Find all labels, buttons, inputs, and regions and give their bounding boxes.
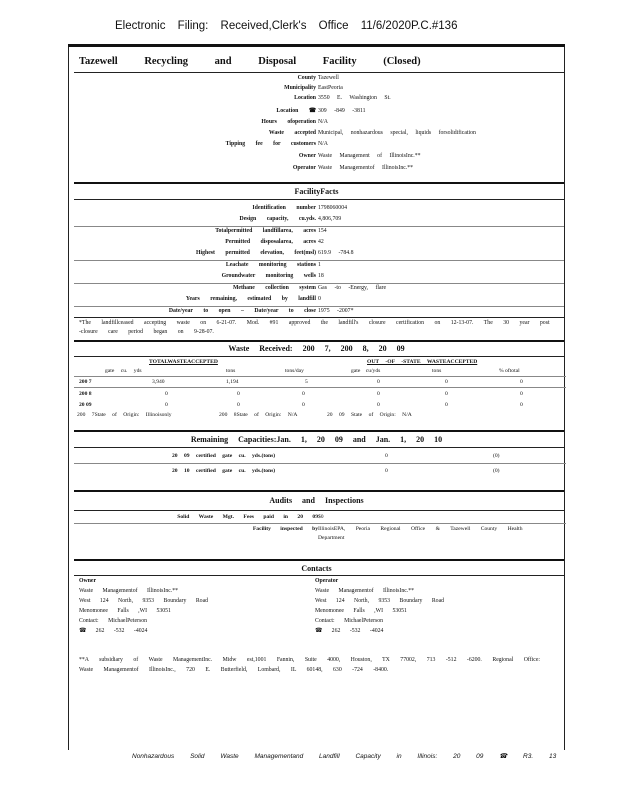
col-header: gate cu. yds <box>105 368 142 374</box>
divider <box>74 490 564 492</box>
kv-row: Tipping fee for customers N/A <box>225 141 328 147</box>
audits-table: Solid Waste Mgt. Fees paid in 20 09 $0 Facility inspected by IllinoisEPA, Peoria Regional Office & Tazewell County Health Department <box>69 512 566 548</box>
divider <box>74 356 564 357</box>
kv-row: Operator Waste Managementof IllinoisInc.** <box>292 165 414 171</box>
kv-row: Municipality EastPeoria <box>284 85 343 91</box>
facility-title: Tazewell Recycling and Disposal Facility (Closed) <box>79 56 421 67</box>
contacts-heading: Contacts <box>301 564 332 573</box>
page-footer: Nonhazardous Solid Waste Managementand Landfill Capacity in Illinois: 20 09 ☎ R3. 13 <box>132 753 557 760</box>
kv-row: Years remaining, estimated by landfill 0 <box>185 296 321 302</box>
kv-row: Waste accepted Municipal, nonhazardous special, liquids forsolidification <box>268 130 476 136</box>
kv-row: Owner Waste Management of IllinoisInc.** <box>298 153 421 159</box>
year-label: 200 7 <box>79 379 92 385</box>
col-header: gate cu/yds <box>351 368 381 374</box>
divider <box>74 199 564 200</box>
remaining-capacity-heading: Remaining Capacities:Jan. 1, 20 09 and Jan. 1, 20 10 <box>190 435 443 444</box>
top-rule <box>68 44 565 47</box>
year-label: 200 8 <box>79 391 92 397</box>
state-origin: 200 8State of Origin: N/A <box>219 412 298 418</box>
col-header: tons/day <box>285 368 304 374</box>
divider <box>74 72 564 73</box>
kv-row: Leachate monitoring stations 1 <box>225 262 321 268</box>
operator-contact: Operator Waste Managementof IllinoisInc.** West 124 North, 9353 Boundary Road Menomonee Falls ,WI 53051 Contact: MichaelPeterson ☎ 262 -532 -4024 <box>315 578 445 634</box>
kv-row: Totalpermitted landfillarea, acres 154 <box>215 228 327 234</box>
kv-row: Design capacity, cu.yds. 4,806,709 <box>239 216 342 222</box>
col-header: tons <box>226 368 236 374</box>
kv-row: Highest permitted elevation, feet(msl) 619.9 -784.8 <box>195 250 354 256</box>
kv-row: Permitted disposalarea, acres 42 <box>225 239 324 245</box>
waste-received-table: TOTALWASTEACCEPTED OUT -OF -STATE WASTEACCEPTED gate cu. yds tons tons/day gate cu/yds tons % oftotal 200 7 3,940 1,194 5 0 0 0 200 8 0 0 0 0 0 0 20 09 0 0 0 0 0 0 200 7State of Origin: Illinoisonly 200 8State of Origin: N/A 20 09 State of Origin: N/A <box>69 358 566 448</box>
kv-row: Methane collection system Gas -to -Energy, flare <box>232 285 387 291</box>
state-origin: 200 7State of Origin: Illinoisonly <box>77 412 172 418</box>
waste-received-heading: Waste Received: 200 7, 200 8, 20 09 <box>228 344 405 353</box>
divider <box>74 559 564 561</box>
state-origin: 20 09 State of Origin: N/A <box>327 412 412 418</box>
kv-row: Identification number 1798060004 <box>252 205 347 211</box>
divider <box>74 182 564 184</box>
kv-row: Date/year to open – Date/year to close 1975 -2007* <box>168 308 354 314</box>
divider <box>74 340 564 342</box>
kv-row: County Tazewell <box>297 75 339 81</box>
audits-heading: Audits and Inspections <box>269 496 364 505</box>
facility-report-frame <box>68 44 565 750</box>
facility-facts-heading: FacilityFacts <box>294 187 339 196</box>
subsidiary-footnote: **A subsidiary of Waste ManagementInc. Midw est,1001 Fannin, Suite 4000, Houston, TX 77002, 713 -512 -6200. Regional Office: Waste Managementof IllinoisInc., 720 E. Butterfield, Lombard, IL 60148, 630 -724 -8400. <box>79 657 541 673</box>
filing-stamp: Electronic Filing: Received,Clerk's Office 11/6/2020P.C.#136 <box>115 20 458 32</box>
divider <box>74 510 564 511</box>
divider <box>74 430 564 432</box>
col-header: tons <box>432 368 442 374</box>
col-header: % oftotal <box>499 368 520 374</box>
divider <box>74 317 564 318</box>
owner-contact: Owner Waste Managementof IllinoisInc.** West 124 North, 9353 Boundary Road Menomonee Falls ,WI 53051 Contact: MichaelPeterson ☎ 262 -532 -4024 <box>79 578 209 634</box>
closure-note: *The landfillceased accepting waste on 6-21-07. Mod. #91 approved the landfill's closure certification on 12-13-07. The 30 year post -closure care period began on 9-28-07. <box>79 320 550 335</box>
year-label: 20 09 <box>79 402 92 408</box>
total-waste-heading: TOTALWASTEACCEPTED <box>149 359 218 365</box>
kv-row: Hours ofoperation N/A <box>261 119 328 125</box>
divider <box>74 447 564 448</box>
kv-row: Groundwater monitoring wells 18 <box>221 273 324 279</box>
oos-waste-heading: OUT -OF -STATE WASTEACCEPTED <box>367 359 478 365</box>
kv-row: Location ☎ 309 -849 -3811 <box>276 108 366 114</box>
kv-row: Location 3550 E. Washington St. <box>294 95 391 101</box>
remaining-capacity-table: 20 09 certified gate cu. yds.(tons) 0 (0) 20 10 certified gate cu. yds.(tons) 0 (0) <box>69 450 566 480</box>
